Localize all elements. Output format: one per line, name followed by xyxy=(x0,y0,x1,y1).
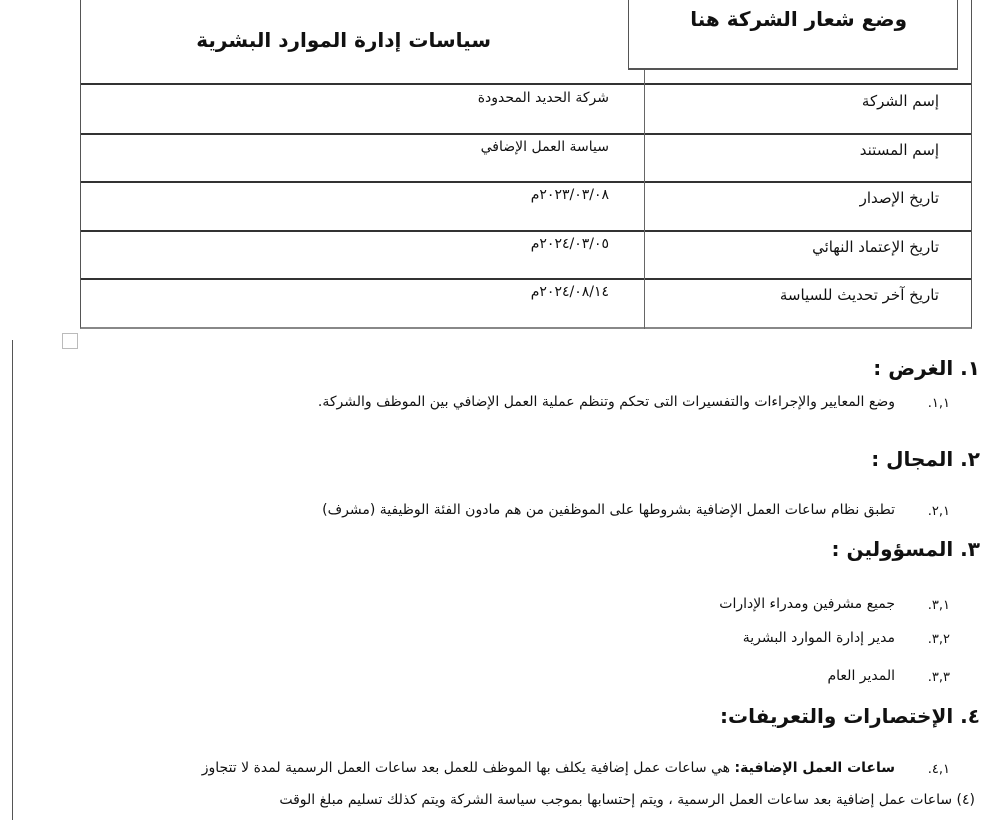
table-anchor-handle[interactable] xyxy=(62,333,78,349)
item-continuation: (٤) ساعات عمل إضافية بعد ساعات العمل الرسمية ، ويتم إحتسابها بموجب سياسة الشركة ويتم كذلك تسليم مبلغ الوقت xyxy=(279,792,975,808)
label-last-update: تاريخ آخر تحديث للسياسة xyxy=(779,286,939,304)
item-number: ١,١. xyxy=(927,396,950,411)
heading-definitions: ٤. الإختصارات والتعريفات: xyxy=(720,704,980,728)
heading-scope: ٢. المجال : xyxy=(871,447,980,471)
heading-responsible: ٣. المسؤولين : xyxy=(831,537,980,561)
label-company-name: إسم الشركة xyxy=(861,92,939,110)
row-divider xyxy=(81,278,971,280)
column-divider xyxy=(644,70,645,329)
item-number: ٣,١. xyxy=(927,598,950,613)
page-margin-line xyxy=(12,340,13,820)
item-text: وضع المعايير والإجراءات والتفسيرات التى تحكم وتنظم عملية العمل الإضافي بين الموظف والشركة. xyxy=(317,394,895,410)
row-divider xyxy=(81,83,971,85)
item-number: ٤,١. xyxy=(927,762,950,777)
row-divider xyxy=(81,133,971,135)
logo-placeholder-box xyxy=(628,0,958,70)
value-approval-date: ٢٠٢٤/٠٣/٠٥م xyxy=(530,236,609,252)
value-last-update: ٢٠٢٤/٠٨/١٤م xyxy=(530,284,609,300)
label-approval-date: تاريخ الإعتماد النهائي xyxy=(812,238,939,256)
item-text: المدير العام xyxy=(827,668,895,684)
defined-term: ساعات العمل الإضافية: xyxy=(734,760,895,776)
row-divider xyxy=(81,230,971,232)
item-text xyxy=(202,760,895,776)
value-issue-date: ٢٠٢٣/٠٣/٠٨م xyxy=(530,187,609,203)
heading-purpose: ١. الغرض : xyxy=(873,356,980,380)
item-text: جميع مشرفين ومدراء الإدارات xyxy=(719,596,895,612)
page-title: سياسات إدارة الموارد البشرية xyxy=(196,28,491,52)
logo-placeholder-text: وضع شعار الشركة هنا xyxy=(690,7,907,31)
item-number: ٢,١. xyxy=(927,504,950,519)
label-document-name: إسم المستند xyxy=(859,141,939,159)
value-document-name: سياسة العمل الإضافي xyxy=(480,139,609,155)
document-info-table xyxy=(80,0,972,329)
row-divider xyxy=(81,181,971,183)
definition-text: هي ساعات عمل إضافية يكلف بها الموظف للعمل بعد ساعات العمل الرسمية لمدة لا تتجاوز xyxy=(201,760,735,776)
item-number: ٣,٣. xyxy=(927,670,950,685)
label-issue-date: تاريخ الإصدار xyxy=(859,189,939,207)
value-company-name: شركة الحديد المحدودة xyxy=(477,90,609,106)
item-text: تطبق نظام ساعات العمل الإضافية بشروطها على الموظفين من هم مادون الفئة الوظيفية (مشرف) xyxy=(322,502,895,518)
item-text: مدير إدارة الموارد البشرية xyxy=(742,630,895,646)
item-number: ٣,٢. xyxy=(927,632,950,647)
